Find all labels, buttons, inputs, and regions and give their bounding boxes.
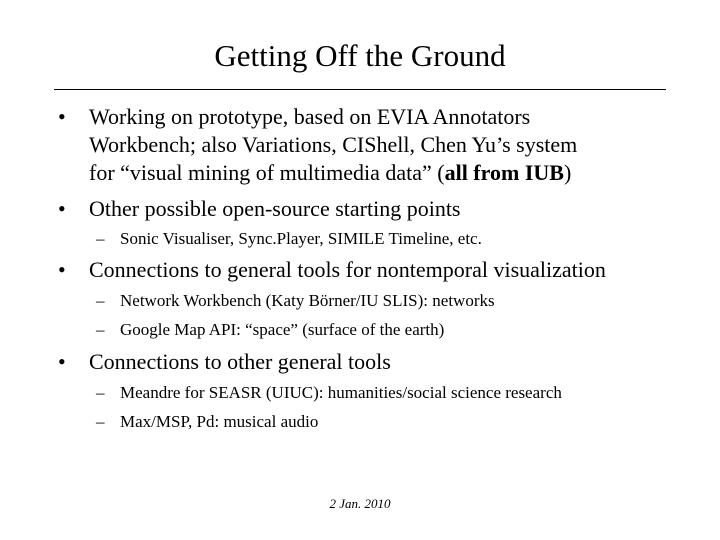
bullet-1-line-1: Working on prototype, based on EVIA Annotators	[89, 104, 531, 129]
bullet-1-bold-text: all from IUB	[444, 160, 564, 185]
sub-bullet-4-1-text: Meandre for SEASR (UIUC): humanities/social science research	[120, 383, 562, 402]
sub-bullet-marker: –	[96, 412, 105, 431]
sub-bullet-3-1-text: Network Workbench (Katy Börner/IU SLIS): networks	[120, 291, 495, 310]
sub-bullet-marker: –	[96, 229, 105, 248]
sub-bullet-3-2-text: Google Map API: “space” (surface of the earth)	[120, 320, 445, 339]
footer-date: 2 Jan. 2010	[329, 496, 391, 511]
slide-title: Getting Off the Ground	[214, 38, 506, 73]
sub-bullet-marker: –	[96, 320, 105, 339]
bullet-marker: •	[58, 196, 66, 221]
bullet-marker: •	[58, 104, 66, 129]
bullet-3-text: Connections to general tools for nontemporal visualization	[89, 257, 606, 282]
sub-bullet-2-1-text: Sonic Visualiser, Sync.Player, SIMILE Timeline, etc.	[120, 229, 482, 248]
sub-bullet-marker: –	[96, 383, 105, 402]
sub-bullet-4-2-text: Max/MSP, Pd: musical audio	[120, 412, 319, 431]
bullet-marker: •	[58, 349, 66, 374]
title-divider	[54, 89, 666, 90]
bullet-2-text: Other possible open-source starting points	[89, 196, 461, 221]
bullet-marker: •	[58, 257, 66, 282]
bullet-1-line-2: Workbench; also Variations, CIShell, Chen Yu’s system	[89, 132, 578, 157]
bullet-1-line-3-close: )	[563, 160, 572, 185]
bullet-1-line-3-text: for “visual mining of multimedia data” (	[89, 160, 445, 185]
sub-bullet-marker: –	[96, 291, 105, 310]
bullet-1-line-3	[89, 159, 571, 187]
bullet-4-text: Connections to other general tools	[89, 349, 391, 374]
